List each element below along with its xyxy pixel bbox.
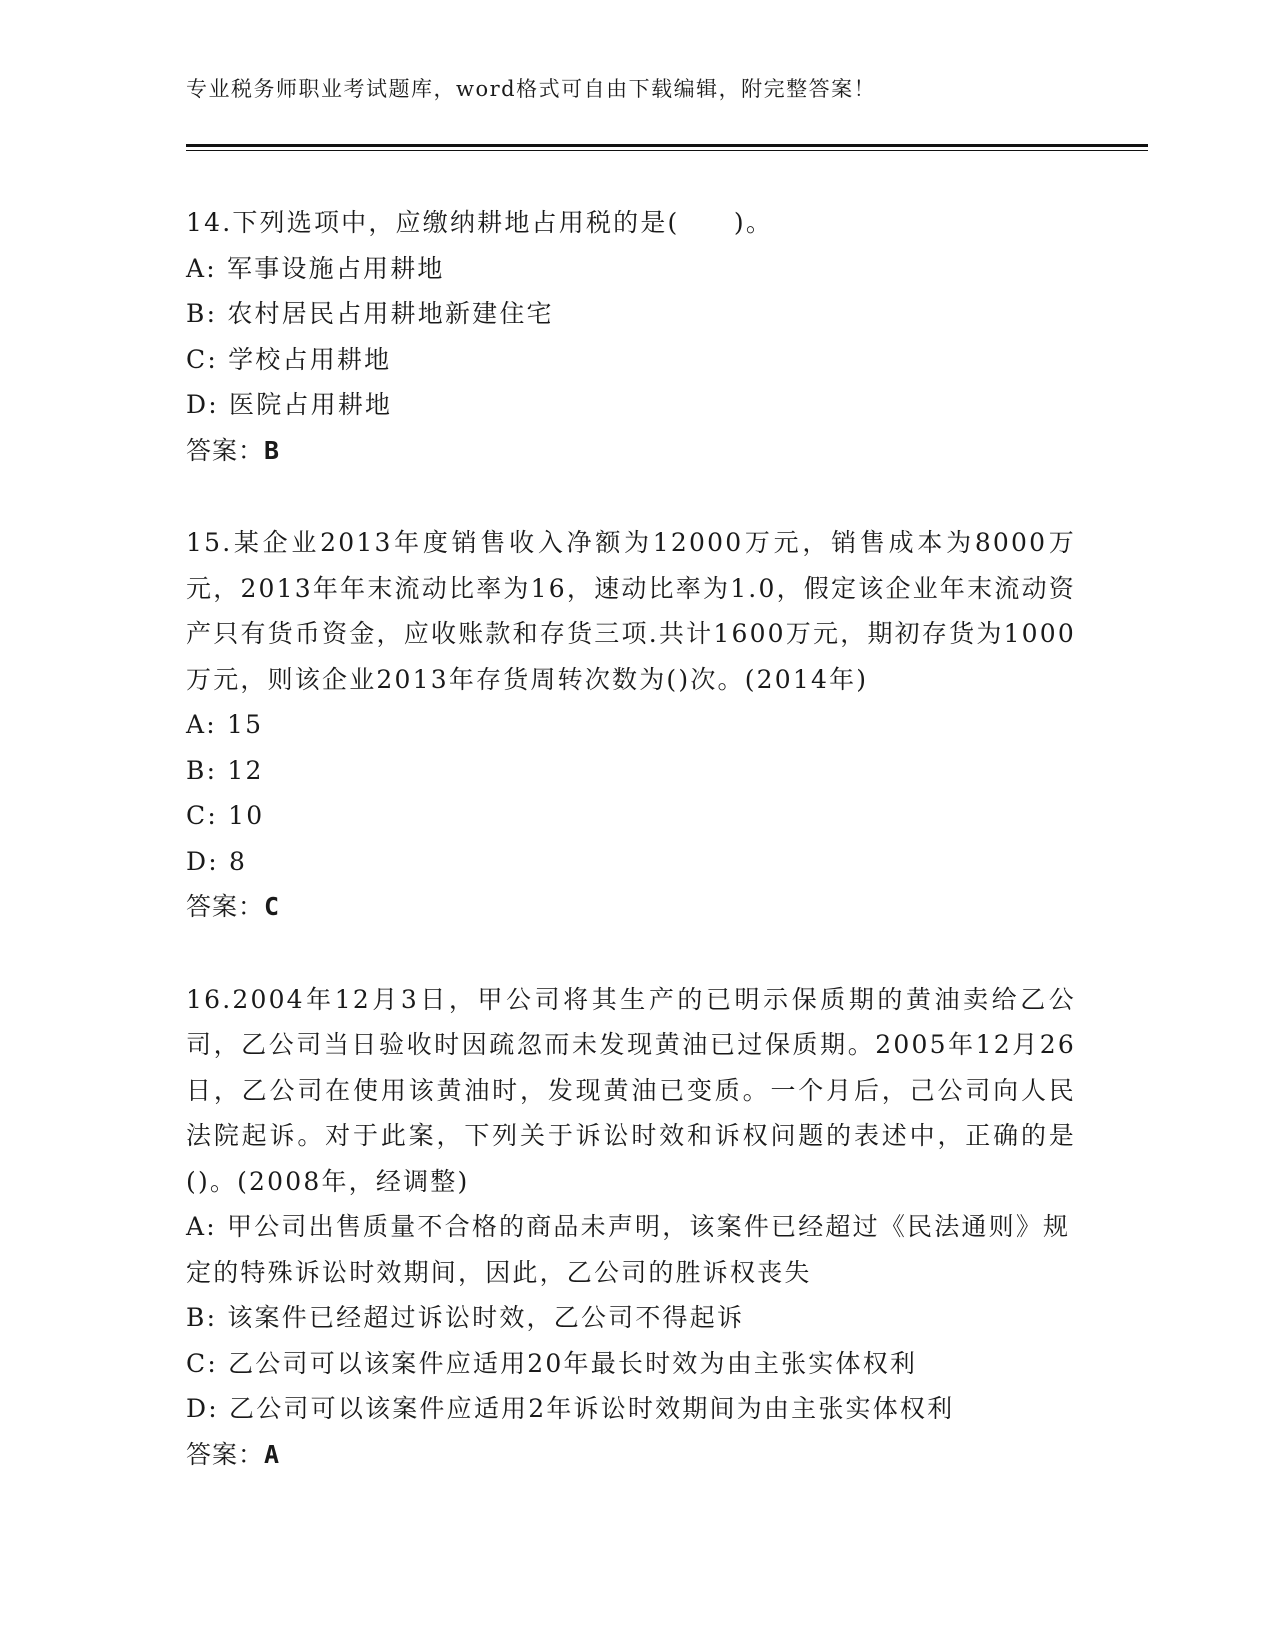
option-d: D: 乙公司可以该案件应适用2年诉讼时效期间为由主张实体权利 (186, 1394, 955, 1423)
option-a: A: 军事设施占用耕地 (186, 253, 445, 283)
answer-label: 答案： (186, 435, 265, 465)
option-b: B: 12 (186, 755, 264, 785)
question-15 (186, 520, 1076, 930)
question-list (186, 200, 1076, 1524)
question-16 (186, 977, 1076, 1478)
answer-value: B (264, 435, 281, 465)
header-rule-thin (186, 150, 1148, 151)
answer-value: A (264, 1439, 281, 1469)
option-b: B: 该案件已经超过诉讼时效，乙公司不得起诉 (186, 1303, 745, 1332)
page-header: 专业税务师职业考试题库，word格式可自由下载编辑，附完整答案！ (186, 77, 877, 101)
answer-label: 答案： (186, 1439, 265, 1469)
option-d: D: 医院占用耕地 (186, 390, 393, 419)
option-a: A: 甲公司出售质量不合格的商品未声明，该案件已经超过《民法通则》规定的特殊诉讼时效期间，因此，乙公司的胜诉权丧失 (186, 1212, 1071, 1287)
question-stem: 16.2004年12月3日，甲公司将其生产的已明示保质期的黄油卖给乙公司，乙公司当日验收时因疏忽而未发现黄油已过保质期。2005年12月26日，乙公司在使用该黄油时，发现黄油已变质。一个月后，己公司向人民法院起诉。对于此案，下列关于诉讼时效和诉权问题的表述中，正确的是()。(2008年，经调整) (186, 984, 1076, 1196)
answer-line (186, 1432, 1076, 1478)
question-14 (186, 200, 1076, 473)
question-stem: 15.某企业2013年度销售收入净额为12000万元，销售成本为8000万元，2013年年末流动比率为16，速动比率为1.0，假定该企业年末流动资产只有货币资金，应收账款和存货三项.共计1600万元，期初存货为1000万元，则该企业2013年存货周转次数为()次。(2014年) (186, 528, 1076, 694)
option-c: C: 乙公司可以该案件应适用20年最长时效为由主张实体权利 (186, 1348, 918, 1378)
option-a: A: 15 (186, 710, 264, 739)
option-c: C: 学校占用耕地 (186, 344, 392, 374)
question-stem: 14.下列选项中，应缴纳耕地占用税的是( )。 (186, 208, 774, 237)
answer-line (186, 428, 1076, 474)
answer-value: C (264, 892, 281, 921)
answer-label: 答案： (186, 892, 265, 921)
option-c: C: 10 (186, 801, 265, 830)
option-d: D: 8 (186, 846, 248, 876)
header-rule-thick (186, 144, 1148, 147)
option-b: B: 农村居民占用耕地新建住宅 (186, 299, 554, 328)
answer-line (186, 884, 1076, 930)
